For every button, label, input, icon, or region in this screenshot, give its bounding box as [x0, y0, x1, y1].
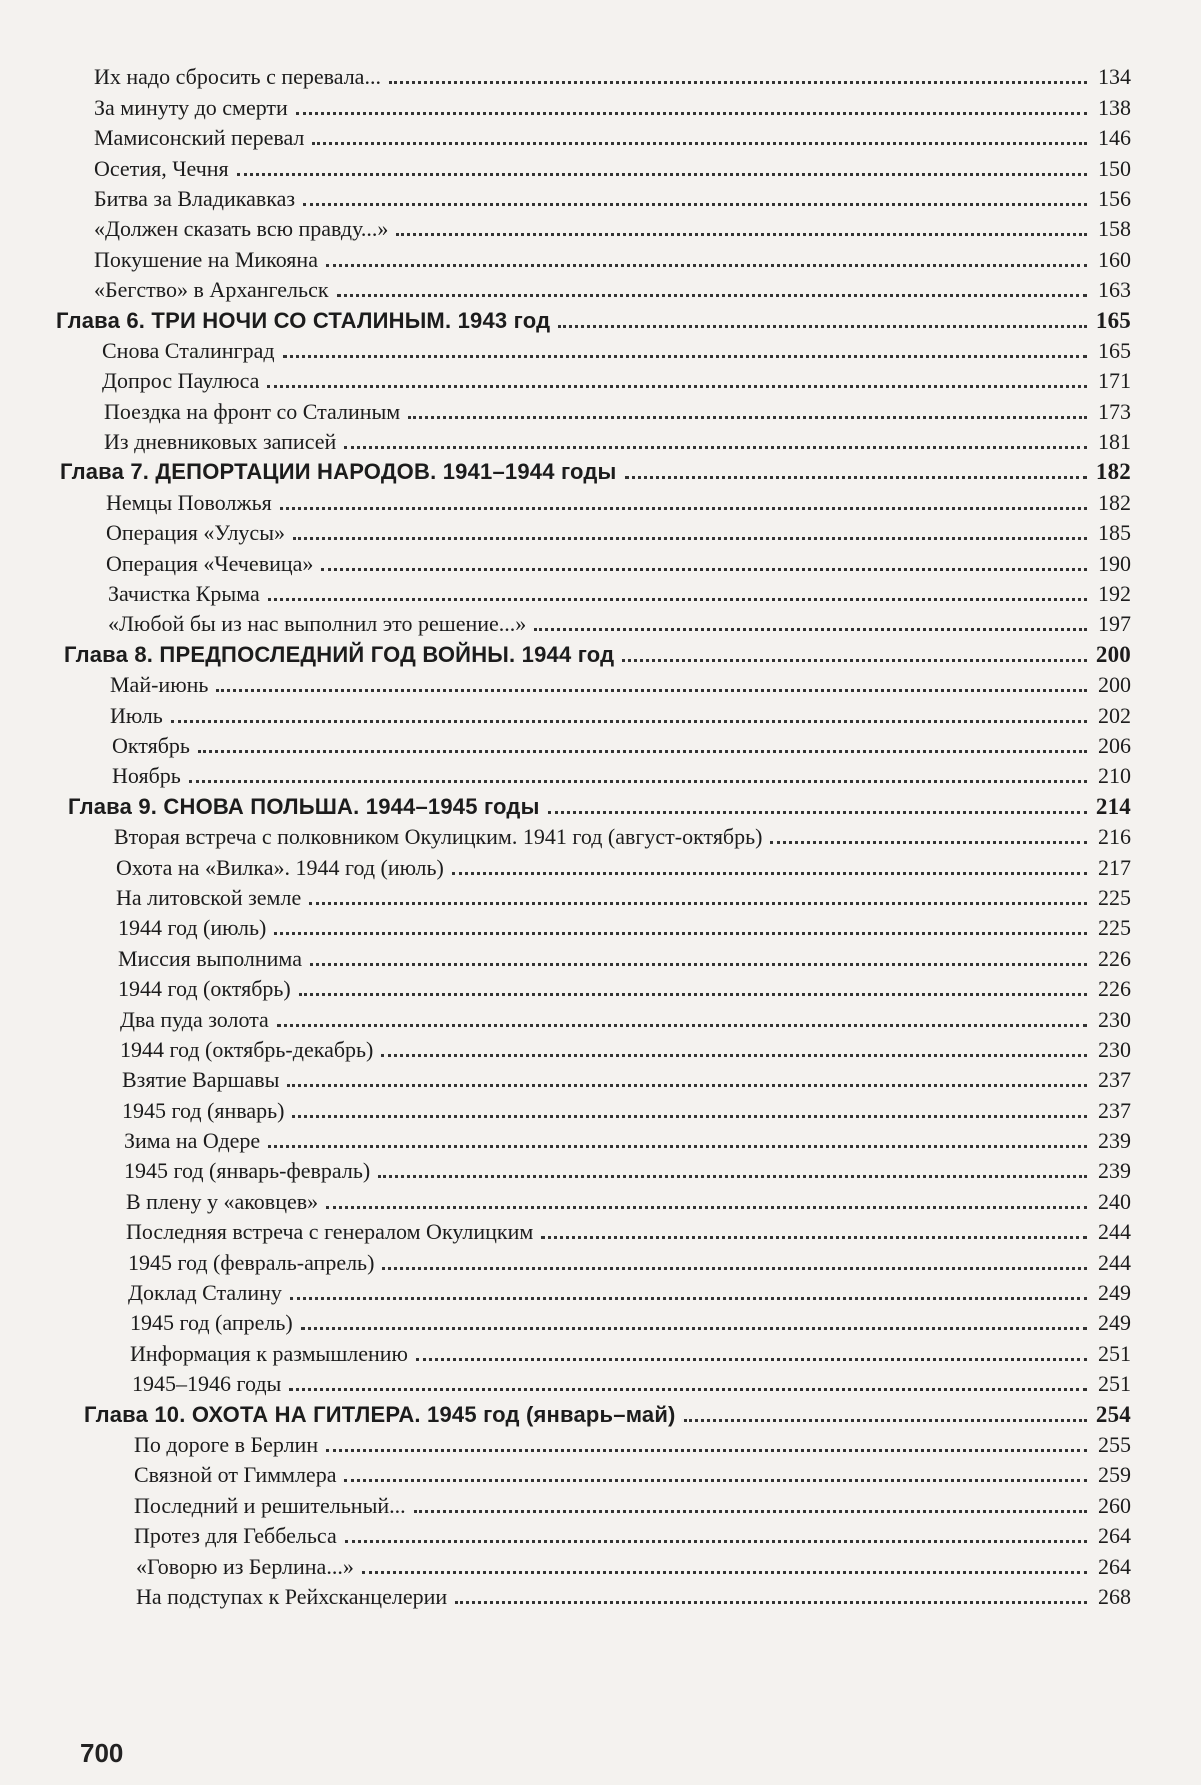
toc-entry-row	[0, 1367, 1201, 1397]
toc-entry-title: 1945 год (январь)	[122, 1097, 285, 1123]
toc-entry-row	[0, 911, 1201, 941]
toc-entry-title: Протез для Геббельса	[134, 1523, 337, 1549]
dot-leader	[268, 598, 1087, 601]
dot-leader	[558, 325, 1087, 328]
toc-entry-title: 1944 год (октябрь)	[118, 976, 291, 1002]
dot-leader	[267, 385, 1087, 388]
toc-page-number: 225	[1098, 915, 1131, 941]
toc-page-number: 165	[1098, 337, 1131, 363]
toc-entry-title: Операция «Улусы»	[106, 520, 285, 546]
toc-entry-row	[0, 425, 1201, 455]
dot-leader	[274, 932, 1087, 935]
dot-leader	[171, 720, 1087, 723]
toc-page-number: 146	[1098, 125, 1131, 151]
toc-entry-title: Покушение на Микояна	[94, 246, 318, 272]
toc-entry-title: Из дневниковых записей	[104, 429, 337, 455]
toc-entry-title: На подступах к Рейхсканцелерии	[136, 1583, 448, 1609]
toc-entry-row	[0, 1093, 1201, 1123]
toc-entry-title: Взятие Варшавы	[122, 1067, 280, 1093]
dot-leader	[198, 750, 1087, 753]
toc-entry-title: Немцы Поволжья	[106, 489, 272, 515]
toc-page-number: 202	[1098, 702, 1131, 728]
toc-entry-row	[0, 182, 1201, 212]
toc-chapter-row	[0, 303, 1201, 333]
toc-entry-row	[0, 212, 1201, 242]
toc-entry-title: 1945 год (февраль-апрель)	[128, 1249, 375, 1275]
toc-entry-row	[0, 972, 1201, 1002]
toc-entry-row	[0, 1063, 1201, 1093]
dot-leader	[277, 1024, 1087, 1027]
toc-page-number: 239	[1098, 1128, 1131, 1154]
dot-leader	[312, 142, 1087, 145]
toc-chapter-row	[0, 455, 1201, 485]
toc-entry-row	[0, 1580, 1201, 1610]
toc-entry-row	[0, 1184, 1201, 1214]
dot-leader	[452, 872, 1087, 875]
toc-page-number: 264	[1098, 1553, 1131, 1579]
dot-leader	[622, 659, 1087, 662]
toc-entry-row	[0, 364, 1201, 394]
toc-page-number: 181	[1098, 429, 1131, 455]
dot-leader	[382, 1267, 1087, 1270]
toc-entry-title: 1945–1946 годы	[132, 1371, 282, 1397]
toc-entry-title: Последний и решительный...	[134, 1492, 406, 1518]
toc-page-number: 173	[1098, 398, 1131, 424]
dot-leader	[362, 1571, 1087, 1574]
toc-entry-title: Информация к размышлению	[130, 1340, 408, 1366]
toc-entry-row	[0, 1245, 1201, 1275]
toc-entry-title: Осетия, Чечня	[94, 155, 229, 181]
toc-entry-title: Доклад Сталину	[128, 1280, 282, 1306]
toc-page-number: 240	[1098, 1188, 1131, 1214]
toc-entry-row	[0, 668, 1201, 698]
dot-leader	[268, 1145, 1087, 1148]
toc-page-number: 225	[1098, 884, 1131, 910]
toc-page-number: 165	[1095, 307, 1131, 333]
toc-entry-row	[0, 1488, 1201, 1518]
toc-entry-row	[0, 820, 1201, 850]
toc-page-number: 226	[1098, 945, 1131, 971]
toc-entry-row	[0, 1124, 1201, 1154]
toc-page-number: 237	[1098, 1097, 1131, 1123]
toc-entry-row	[0, 729, 1201, 759]
toc-entry-title: Поездка на фронт со Сталиным	[104, 398, 401, 424]
dot-leader	[289, 1388, 1087, 1391]
toc-entry-row	[0, 516, 1201, 546]
page-number: 700	[80, 1738, 124, 1768]
toc-entry-row	[0, 1549, 1201, 1579]
toc-entry-title: В плену у «аковцев»	[126, 1188, 319, 1214]
dot-leader	[216, 689, 1087, 692]
toc-entry-row	[0, 759, 1201, 789]
toc-entry-row	[0, 850, 1201, 880]
toc-page-number: 230	[1098, 1006, 1131, 1032]
dot-leader	[292, 1115, 1087, 1118]
toc-entry-row	[0, 242, 1201, 272]
toc-page-number: 244	[1098, 1249, 1131, 1275]
toc-page-number: 200	[1098, 672, 1131, 698]
toc-entry-title: Глава 8. ПРЕДПОСЛЕДНИЙ ГОД ВОЙНЫ. 1944 год	[64, 641, 615, 667]
toc-entry-row	[0, 1215, 1201, 1245]
toc-entry-row	[0, 1033, 1201, 1063]
dot-leader	[326, 1206, 1087, 1209]
toc-page-number: 239	[1098, 1158, 1131, 1184]
dot-leader	[299, 993, 1087, 996]
toc-page-number: 134	[1098, 64, 1131, 90]
toc-entry-row	[0, 1336, 1201, 1366]
toc-chapter-row	[0, 637, 1201, 667]
toc-page-number: 192	[1098, 581, 1131, 607]
toc-entry-row	[0, 151, 1201, 181]
dot-leader	[326, 264, 1087, 267]
toc-entry-title: «Бегство» в Архангельск	[94, 277, 329, 303]
toc-page-number: 249	[1098, 1310, 1131, 1336]
toc-entry-title: Мамисонский перевал	[94, 125, 305, 151]
toc-entry-row	[0, 577, 1201, 607]
dot-leader	[684, 1419, 1087, 1422]
toc-entry-title: Глава 6. ТРИ НОЧИ СО СТАЛИНЫМ. 1943 год	[56, 307, 551, 333]
toc-entry-title: 1945 год (январь-февраль)	[124, 1158, 371, 1184]
toc-entry-title: Май-июнь	[110, 672, 209, 698]
toc-chapter-row	[0, 1397, 1201, 1427]
toc-entry-row	[0, 941, 1201, 971]
toc-entry-title: Охота на «Вилка». 1944 год (июль)	[116, 854, 444, 880]
toc-entry-row	[0, 1519, 1201, 1549]
toc-page-number: 255	[1098, 1431, 1131, 1457]
toc-entry-row	[0, 1002, 1201, 1032]
toc-page-number: 217	[1098, 854, 1131, 880]
toc-entry-title: 1944 год (октябрь-декабрь)	[120, 1036, 374, 1062]
toc-entry-title: 1944 год (июль)	[118, 915, 267, 941]
toc-page-number: 230	[1098, 1036, 1131, 1062]
dot-leader	[548, 811, 1087, 814]
toc-entry-title: Операция «Чечевица»	[106, 550, 314, 576]
dot-leader	[625, 476, 1087, 479]
toc-page-number: 190	[1098, 550, 1131, 576]
dot-leader	[414, 1510, 1087, 1513]
dot-leader	[301, 1327, 1087, 1330]
toc-entry-title: Снова Сталинград	[102, 337, 275, 363]
toc-entry-title: Глава 7. ДЕПОРТАЦИИ НАРОДОВ. 1941–1944 годы	[60, 459, 617, 485]
toc-page-number: 251	[1098, 1371, 1131, 1397]
toc-page-number: 206	[1098, 732, 1131, 758]
toc-page-number: 254	[1095, 1401, 1131, 1427]
toc-entry-title: Глава 9. СНОВА ПОЛЬША. 1944–1945 годы	[68, 793, 540, 819]
toc-entry-title: Последняя встреча с генералом Окулицким	[126, 1219, 534, 1245]
toc-page-number: 249	[1098, 1280, 1131, 1306]
toc-page-number: 259	[1098, 1462, 1131, 1488]
toc-entry-title: «Должен сказать всю правду...»	[94, 216, 389, 242]
toc-entry-title: Их надо сбросить с перевала...	[94, 64, 381, 90]
dot-leader	[189, 780, 1087, 783]
toc-entry-title: Октябрь	[112, 732, 190, 758]
toc-entry-row	[0, 1458, 1201, 1488]
toc-page-number: 200	[1095, 641, 1131, 667]
toc-entry-title: Зачистка Крыма	[108, 581, 260, 607]
dot-leader	[378, 1175, 1087, 1178]
dot-leader	[344, 1479, 1087, 1482]
dot-leader	[345, 1540, 1087, 1543]
toc-entry-title: Ноябрь	[112, 763, 181, 789]
toc-page-number: 156	[1098, 185, 1131, 211]
toc-page-number: 216	[1098, 824, 1131, 850]
toc-page-number: 210	[1098, 763, 1131, 789]
dot-leader	[310, 963, 1087, 966]
toc-entry-row	[0, 394, 1201, 424]
toc-page-number: 163	[1098, 277, 1131, 303]
dot-leader	[416, 1358, 1087, 1361]
toc-page-number: 264	[1098, 1523, 1131, 1549]
toc-entry-title: «Любой бы из нас выполнил это решение...»	[108, 611, 527, 637]
toc-entry-row	[0, 60, 1201, 90]
dot-leader	[381, 1054, 1087, 1057]
toc-page-number: 226	[1098, 976, 1131, 1002]
toc-entry-title: «Говорю из Берлина...»	[136, 1553, 354, 1579]
toc-page-number: 185	[1098, 520, 1131, 546]
dot-leader	[389, 81, 1087, 84]
dot-leader	[280, 507, 1087, 510]
dot-leader	[287, 1084, 1087, 1087]
toc-page-number: 171	[1098, 368, 1131, 394]
toc-page-number: 160	[1098, 246, 1131, 272]
toc-page-number: 244	[1098, 1219, 1131, 1245]
dot-leader	[283, 355, 1087, 358]
toc-entry-title: Июль	[110, 702, 163, 728]
toc-entry-row	[0, 90, 1201, 120]
toc-entry-row	[0, 334, 1201, 364]
dot-leader	[541, 1236, 1087, 1239]
toc-entry-title: Битва за Владикавказ	[94, 185, 296, 211]
toc-page-number: 260	[1098, 1492, 1131, 1518]
toc-page-number: 158	[1098, 216, 1131, 242]
toc-chapter-row	[0, 789, 1201, 819]
toc-entry-title: Два пуда золота	[120, 1006, 269, 1032]
toc-entry-title: Допрос Паулюса	[102, 368, 260, 394]
toc-page-number: 251	[1098, 1340, 1131, 1366]
dot-leader	[770, 841, 1087, 844]
toc-page-number: 268	[1098, 1583, 1131, 1609]
toc-entry-title: На литовской земле	[116, 884, 302, 910]
dot-leader	[309, 902, 1087, 905]
toc-page-number: 214	[1095, 793, 1131, 819]
toc-entry-row	[0, 1306, 1201, 1336]
toc-entry-title: По дороге в Берлин	[134, 1431, 319, 1457]
dot-leader	[290, 1297, 1087, 1300]
toc-page-number: 182	[1098, 489, 1131, 515]
toc-entry-row	[0, 546, 1201, 576]
toc-entry-title: Зима на Одере	[124, 1128, 261, 1154]
toc-entry-row	[0, 1276, 1201, 1306]
dot-leader	[408, 416, 1087, 419]
dot-leader	[296, 112, 1087, 115]
toc-entry-title: Глава 10. ОХОТА НА ГИТЛЕРА. 1945 год (январь–май)	[84, 1401, 676, 1427]
toc-page-number: 138	[1098, 94, 1131, 120]
toc-entry-title: Миссия выполнима	[118, 945, 302, 971]
dot-leader	[237, 173, 1087, 176]
dot-leader	[321, 568, 1087, 571]
dot-leader	[534, 628, 1087, 631]
toc-entry-row	[0, 121, 1201, 151]
table-of-contents	[0, 60, 1201, 1610]
toc-entry-row	[0, 1154, 1201, 1184]
toc-page-number: 150	[1098, 155, 1131, 181]
dot-leader	[455, 1601, 1087, 1604]
toc-page-number: 182	[1095, 459, 1131, 485]
toc-entry-row	[0, 1428, 1201, 1458]
dot-leader	[326, 1449, 1087, 1452]
dot-leader	[293, 537, 1087, 540]
toc-entry-row	[0, 698, 1201, 728]
toc-page-number: 237	[1098, 1067, 1131, 1093]
dot-leader	[396, 233, 1087, 236]
toc-entry-row	[0, 485, 1201, 515]
toc-page-number: 197	[1098, 611, 1131, 637]
toc-entry-row	[0, 607, 1201, 637]
toc-entry-title: Связной от Гиммлера	[134, 1462, 337, 1488]
toc-entry-title: 1945 год (апрель)	[130, 1310, 293, 1336]
toc-entry-row	[0, 273, 1201, 303]
dot-leader	[344, 446, 1087, 449]
toc-entry-title: Вторая встреча с полковником Окулицким. 1941 год (август-октябрь)	[114, 824, 763, 850]
dot-leader	[337, 294, 1087, 297]
toc-entry-title: За минуту до смерти	[94, 94, 288, 120]
toc-entry-row	[0, 881, 1201, 911]
dot-leader	[303, 203, 1087, 206]
